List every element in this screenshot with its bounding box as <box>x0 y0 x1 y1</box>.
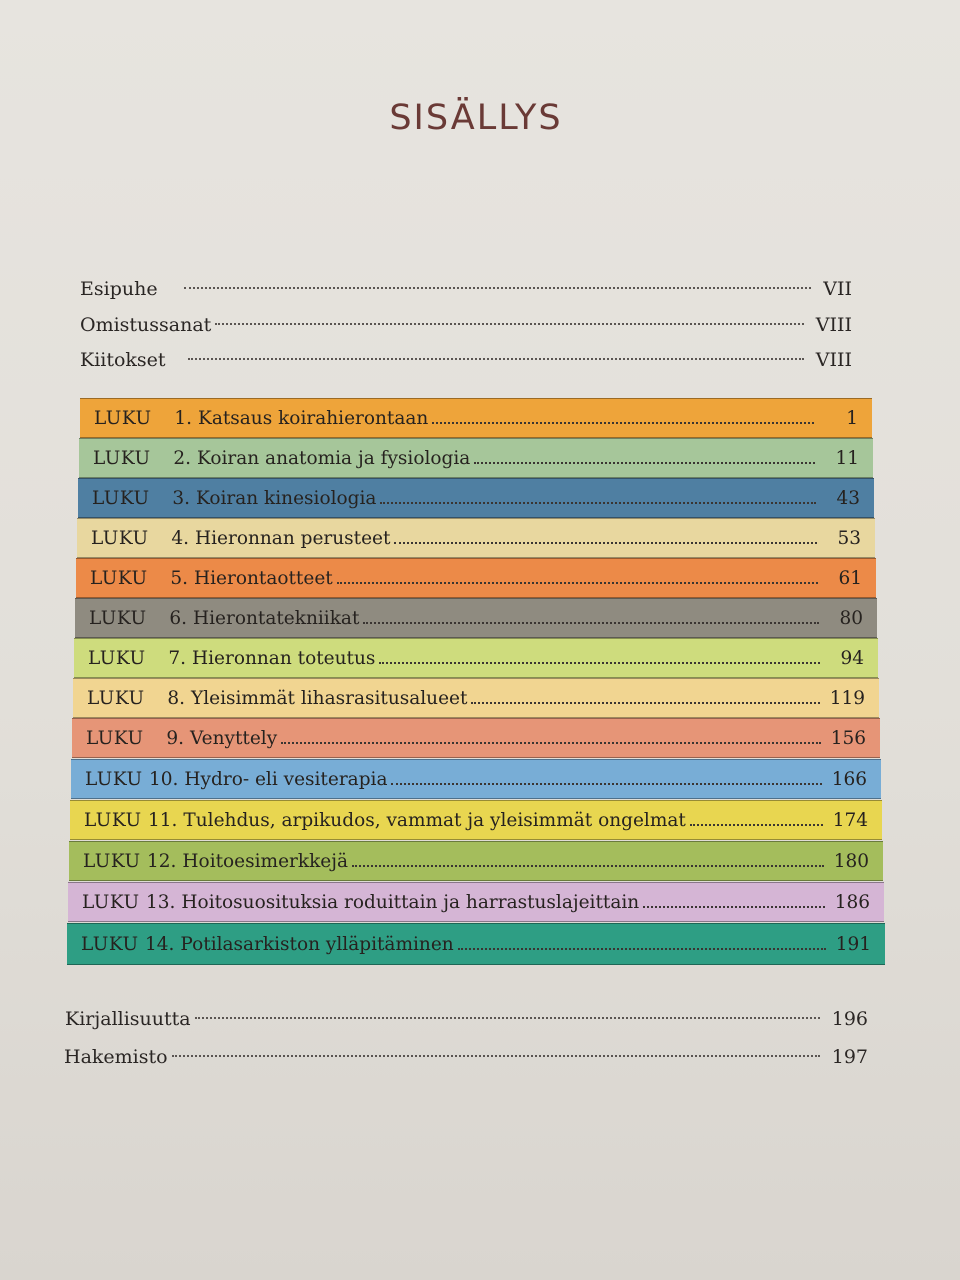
chapter-row-6 <box>75 598 877 638</box>
chapter-prefix: LUKU <box>83 850 141 872</box>
chapter-number: 4. <box>171 527 189 549</box>
toc-entry-label: Omistussanat <box>80 314 212 336</box>
chapter-prefix: LUKU <box>92 487 150 509</box>
chapter-page: 180 <box>833 850 869 872</box>
dot-leader <box>690 824 823 826</box>
toc-front-omistussanat <box>80 310 852 340</box>
chapter-prefix: LUKU <box>81 933 139 955</box>
chapter-title: Tulehdus, arpikudos, vammat ja yleisimmät ongelmat <box>183 809 686 831</box>
chapter-page: 94 <box>840 647 864 669</box>
chapter-page: 61 <box>838 567 862 589</box>
chapter-row-10 <box>71 759 881 799</box>
chapter-number: 13. <box>146 891 176 913</box>
toc-entry-label: Esipuhe <box>80 278 158 300</box>
dot-leader <box>281 742 821 744</box>
dot-leader <box>184 287 812 289</box>
dot-leader <box>215 323 803 325</box>
chapter-page: 119 <box>829 687 865 709</box>
chapter-number: 7. <box>168 647 186 669</box>
chapter-page: 186 <box>834 891 870 913</box>
chapter-number: 3. <box>172 487 190 509</box>
chapter-row-9 <box>72 718 880 758</box>
chapter-page: 43 <box>836 487 860 509</box>
dot-leader <box>471 702 819 704</box>
toc-back-kirjallisuutta <box>65 1004 868 1034</box>
dot-leader <box>337 582 818 584</box>
dot-leader <box>380 502 816 504</box>
chapter-title: Koiran kinesiologia <box>196 487 377 509</box>
toc-entry-page: VII <box>823 278 852 300</box>
chapter-page: 11 <box>835 447 859 469</box>
chapter-title: Hierontaotteet <box>194 567 333 589</box>
dot-leader <box>643 906 824 908</box>
chapter-title: Hoitosuosituksia roduittain ja harrastuslajeittain <box>181 891 640 913</box>
chapter-row-13 <box>68 882 884 922</box>
chapter-number: 8. <box>167 687 185 709</box>
chapter-title: Hierontatekniikat <box>193 607 360 629</box>
chapter-prefix: LUKU <box>89 607 147 629</box>
chapter-page: 174 <box>832 809 868 831</box>
chapter-prefix: LUKU <box>91 527 149 549</box>
chapter-row-5 <box>76 558 876 598</box>
chapter-prefix: LUKU <box>94 407 152 429</box>
chapter-page: 156 <box>830 727 866 749</box>
dot-leader <box>172 1055 820 1057</box>
toc-entry-page: VIII <box>815 314 852 336</box>
chapter-number: 9. <box>166 727 184 749</box>
chapter-title: Potilasarkiston ylläpitäminen <box>180 933 454 955</box>
dot-leader <box>458 948 826 950</box>
chapter-row-3 <box>78 478 874 518</box>
chapter-prefix: LUKU <box>87 687 145 709</box>
chapter-prefix: LUKU <box>88 647 146 669</box>
chapter-row-11 <box>70 800 882 840</box>
chapter-number: 11. <box>148 809 178 831</box>
dot-leader <box>195 1017 820 1019</box>
toc-front-kiitokset <box>80 345 852 375</box>
chapter-title: Hieronnan toteutus <box>192 647 376 669</box>
chapter-row-14 <box>67 923 885 965</box>
dot-leader <box>474 462 815 464</box>
chapter-prefix: LUKU <box>86 727 144 749</box>
toc-entry-page: 196 <box>831 1008 868 1030</box>
chapter-number: 5. <box>170 567 188 589</box>
chapter-row-2 <box>79 438 873 478</box>
toc-entry-label: Kirjallisuutta <box>65 1008 191 1030</box>
toc-entry-page: 197 <box>831 1046 868 1068</box>
chapter-title: Hoitoesimerkkejä <box>182 850 349 872</box>
dot-leader <box>379 662 820 664</box>
toc-entry-label: Kiitokset <box>80 349 166 371</box>
chapter-page: 80 <box>839 607 863 629</box>
chapter-page: 53 <box>837 527 861 549</box>
chapter-prefix: LUKU <box>90 567 148 589</box>
chapter-row-7 <box>74 638 878 678</box>
page-title: SISÄLLYS <box>389 98 563 138</box>
chapter-prefix: LUKU <box>85 768 143 790</box>
chapter-title: Hydro- eli vesiterapia <box>184 768 388 790</box>
toc-entry-label: Hakemisto <box>64 1046 168 1068</box>
chapter-number: 12. <box>147 850 177 872</box>
chapter-prefix: LUKU <box>82 891 140 913</box>
chapter-prefix: LUKU <box>93 447 151 469</box>
dot-leader <box>391 783 821 785</box>
chapter-title: Venyttely <box>190 727 278 749</box>
chapter-title: Yleisimmät lihasrasitusalueet <box>191 687 468 709</box>
chapter-number: 2. <box>173 447 191 469</box>
chapter-number: 1. <box>174 407 192 429</box>
chapter-title: Katsaus koirahierontaan <box>198 407 429 429</box>
dot-leader <box>432 422 814 424</box>
chapter-number: 10. <box>149 768 179 790</box>
dot-leader <box>188 358 804 360</box>
chapter-number: 6. <box>169 607 187 629</box>
chapter-number: 14. <box>145 933 175 955</box>
dot-leader <box>352 865 824 867</box>
chapter-page: 166 <box>831 768 867 790</box>
chapter-prefix: LUKU <box>84 809 142 831</box>
dot-leader <box>394 542 817 544</box>
chapter-page: 1 <box>846 407 858 429</box>
dot-leader <box>363 622 819 624</box>
chapter-title: Hieronnan perusteet <box>195 527 391 549</box>
chapter-row-1 <box>80 398 872 438</box>
chapter-row-8 <box>73 678 879 718</box>
chapter-title: Koiran anatomia ja fysiologia <box>197 447 471 469</box>
toc-back-hakemisto <box>64 1042 868 1072</box>
chapter-row-4 <box>77 518 875 558</box>
chapter-page: 191 <box>835 933 871 955</box>
toc-front-esipuhe <box>80 274 852 304</box>
toc-entry-page: VIII <box>815 349 852 371</box>
chapter-row-12 <box>69 841 883 881</box>
